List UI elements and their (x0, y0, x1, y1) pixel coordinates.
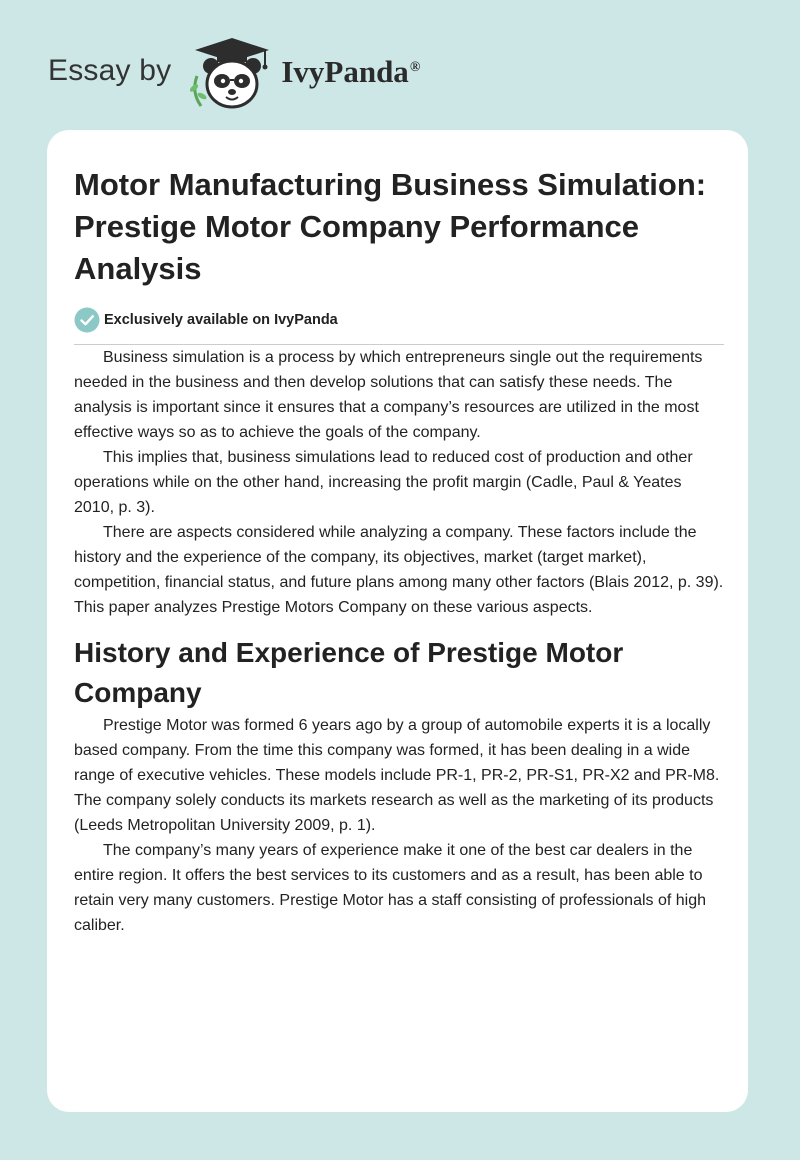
article-card (47, 130, 748, 1112)
registered-mark: ® (409, 59, 421, 75)
intro-paragraph-2: This implies that, business simulations lead to reduced cost of production and other operations while on the other hand, increasing the profit margin (Cadle, Paul & Yeates 2010, p. 3). (74, 449, 693, 516)
panda-logo-icon[interactable] (187, 36, 277, 112)
check-circle-icon (74, 307, 100, 333)
exclusive-label: Exclusively available on IvyPanda (104, 312, 338, 328)
site-header (48, 36, 420, 112)
history-paragraph-2: The company’s many years of experience make it one of the best car dealers in the entire region. It offers the best services to its customers and as a result, has been able to retain very many customers. Prestige Motor has a staff consisting of professionals of high caliber. (74, 842, 706, 934)
section-heading-history: History and Experience of Prestige Motor Company (74, 637, 624, 708)
history-paragraph-1: Prestige Motor was formed 6 years ago by a group of automobile experts it is a locally based company. From the time this company was formed, it has been dealing in a wide range of executive vehicles. These models include PR-1, PR-2, PR-S1, PR-X2 and PR-M8. The company solely conducts its markets research as well as the marketing of its products (Leeds Metropolitan University 2009, p. 1). (74, 717, 720, 834)
essay-by-label: Essay by (48, 54, 172, 87)
brand-name[interactable]: IvyPanda® (281, 54, 421, 89)
intro-paragraph-1: Business simulation is a process by which entrepreneurs single out the requirements needed in the business and then develop solutions that can satisfy these needs. The analysis is important since it ensures that a company’s resources are utilized in the most effective ways so as to achieve the goals of the company. (74, 349, 703, 441)
exclusive-badge (74, 306, 724, 334)
intro-paragraph-3: There are aspects considered while analyzing a company. These factors include the history and the experience of the company, its objectives, market (target market), competition, financial status, and future plans among many other factors (Blais 2012, p. 39). This paper analyzes Prestige Motors Company on these various aspects. (74, 524, 724, 616)
article-content (74, 164, 724, 938)
article-title: Motor Manufacturing Business Simulation: Prestige Motor Company Performance Analysis (74, 167, 707, 286)
